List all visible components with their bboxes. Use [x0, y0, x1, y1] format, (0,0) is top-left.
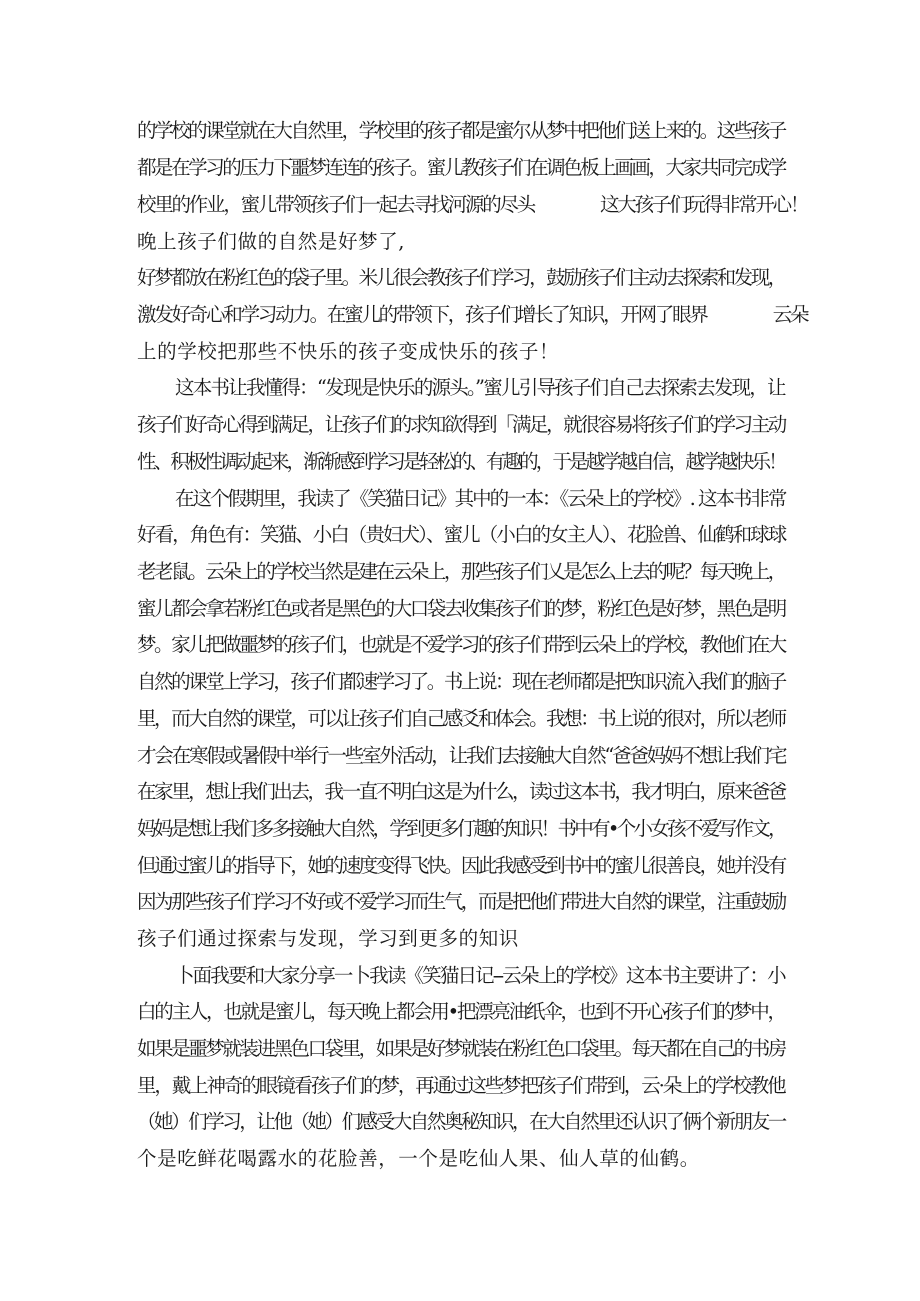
text-line: 都是在学习的压力下噩梦连连的孩子。蜜儿教孩子们在调色板上画画，大家共同完成学: [137, 156, 785, 179]
text-line: 孩子们通过探索与发现，学习到更多的知识: [137, 927, 519, 950]
paragraph-first-line: 这本书让我懂得：“发现是快乐的源头。”蜜儿引导孩子们自己去探索去发现，让: [175, 376, 785, 399]
text-line: 晚上孩子们做的自然是好梦了,: [137, 230, 406, 253]
text-line: 在家里，想让我们出去，我一直不明白这是为什么，读过这本书，我才明白，原来爸爸: [137, 780, 785, 803]
text-line: 老老鼠。云朵上的学校当然是建在云朵上，那些孩子们乂是怎么上去的呢？每天晚上，: [137, 560, 785, 583]
text-line: 上的学校把那些不快乐的孩子变成快乐的孩子！: [137, 340, 560, 363]
text-line: 白的主人，也就是蜜儿，每天晚上都会用•把漂亮油纸伞，也到不开心孩子们的梦中，: [137, 1000, 785, 1023]
text-line: 才会在寒假或暑假中举行一些室外活动，让我们去接触大自然“爸爸妈妈不想让我们宅: [137, 744, 786, 767]
text-line: 因为那些孩子们学习不好或不爱学习而生气，而是把他们带进大自然的课堂，注重鼓励: [137, 890, 785, 913]
text-line: [137, 302, 807, 328]
text-line: 如果是噩梦就装进黑色口袋里，如果是好梦就装在粉红色口袋里。每天都在自己的书房: [137, 1037, 785, 1060]
text-line: 蜜儿都会拿若粉红色或者是黑色的大口袋去收集孩子们的梦，粉红色是好梦，黑色是明: [137, 597, 785, 620]
text-line: 妈妈是想让我们多多接触大自然，学到更多仃趣的知识！书中有•个小女孩不爱写作文，: [137, 817, 785, 840]
text-line: 孩子们好奇心得到满足，让孩子们的求知欲得到「满足，就很容易将孩子们的学习主动: [137, 413, 785, 436]
text-line: [137, 192, 807, 218]
paragraph-first-line: 卜面我要和大家分享一卜我读《笑猫日记--云朵上的学校》这本书主要讲了：小: [175, 964, 785, 987]
text-line: 但通过蜜儿的指导下，她的速度变得飞快。因此我感受到书中的蜜儿很善良，她并没有: [137, 854, 785, 877]
text-segment: 云朵: [772, 303, 808, 326]
text-segment: 这大孩子们玩得非常开心！: [600, 193, 808, 216]
text-line: 的学校的课堂就在大自然里，学校里的孩子都是蜜尔从梦中把他们送上来的。这些孩子: [137, 119, 785, 142]
text-line: 自然的课堂上学习，孩子们都速学习了。书上说：现在老师都是把知识流入我们的脑子: [137, 670, 785, 693]
text-line: 好看，角色有：笑猫、小白（贵妇犬）、蜜儿（小白的女主人）、花脸兽、仙鹤和球球: [137, 523, 786, 546]
text-line: （她）们学习，让他（她）们感受大自然奥秘知识，在大自然里还认识了俩个新朋友一: [137, 1110, 785, 1133]
paragraph-first-line: 在这个假期里，我读了《笑猫日记》其中的一本：《云朵上的学校》. 这本书非常: [175, 487, 786, 510]
text-line: 里，戴上神奇的眼镜看孩子们的梦，再通过这些梦把孩子们带到，云·朵上的学校教他: [137, 1074, 785, 1097]
text-line: 好梦都放在粉红色的袋子里。米儿很会教孩子们学习，鼓励孩子们主动去探索和发现，: [137, 266, 785, 289]
text-line: 梦。家儿把做噩梦的孩子们，也就是不爱学习的孩子们带到云朵上的学校，教他们在大: [137, 633, 785, 656]
text-line: 性、积极性调动起来，渐渐感到学习是轻松的、有趣的，于是越学越自信，越学越快乐！: [137, 450, 785, 473]
text-line: 里，而大自然的课堂，可以让孩子们自己感爻和体会。我想：书上说的很对，所以老师: [137, 707, 785, 730]
text-line: 个是吃鲜花喝露水的花脸善，一个是吃仙人果、仙人草的仙鹤。: [137, 1147, 700, 1170]
text-segment: 激发好奇心和学习动力。在蜜儿的带领下，孩子们增长了知识，开网了眼界: [137, 303, 707, 326]
text-segment: 校里的作业，蜜儿带领孩子们一起去寻找河源的尽头: [137, 193, 535, 216]
